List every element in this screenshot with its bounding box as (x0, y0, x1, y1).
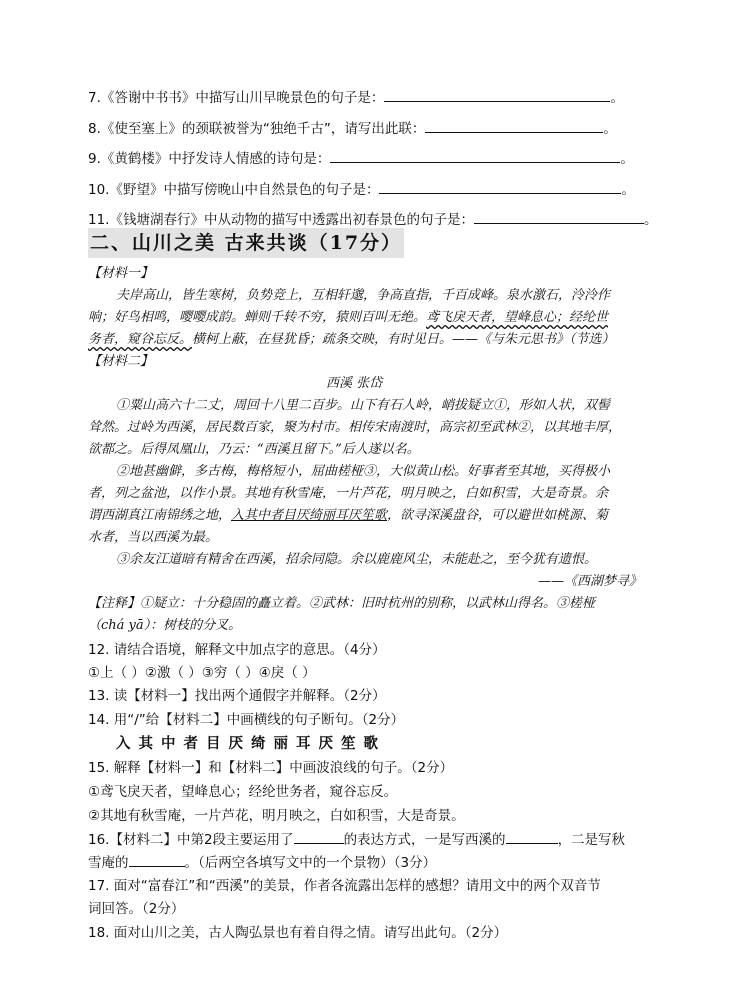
question-16-text: ，二是写秋 (557, 832, 626, 848)
question-11-text: 11.《钱塘湖春行》中从动物的描写中透露出初春景色的句子是： (88, 212, 474, 228)
material-2-text: ，欲寻深溪盘谷，可以避世如桃源、菊 (387, 508, 609, 523)
question-18: 18. 面对山川之美，古人陶弘景也有着自得之情。请写出此句。（2分） (88, 925, 508, 941)
answer-blank-10[interactable] (379, 180, 621, 194)
period: 。 (621, 182, 635, 198)
material-2-line: ②地甚幽僻，多古梅，梅格短小，屈曲槎桠③，大似黄山松。好事者至其地，买得极小 (116, 464, 611, 479)
material-1-line (88, 331, 615, 349)
wavy-underlined-sentence: 务者，窥谷忘反。 (88, 332, 193, 347)
question-7-text: 7.《答谢中书书》中描写山川早晚景色的句子是： (88, 90, 385, 106)
period: 。 (643, 212, 658, 228)
material-2-line (88, 507, 608, 525)
question-9 (88, 149, 634, 168)
answer-blank-16a[interactable] (294, 830, 344, 844)
question-14: 14. 用“/”给【材料二】中画横线的句子断句。（2分） (88, 712, 405, 728)
answer-blank-16c[interactable] (129, 853, 185, 867)
material-1-line (88, 309, 608, 327)
question-15-sentence-2: ②其地有秋雪庵，一片芦花，明月映之，白如积雪，大是奇景。 (88, 808, 465, 824)
period: 。 (620, 151, 634, 167)
question-9-text: 9.《黄鹤楼》中抒发诗人情感的诗句是： (88, 151, 331, 167)
material-2-label: 【材料二】 (88, 354, 154, 369)
question-13: 13. 读【材料一】找出两个通假字并解释。（2分） (88, 688, 386, 704)
question-16-text: 16.【材料二】中第2段主要运用了 (88, 832, 294, 848)
question-17: 17. 面对“富春江”和“西溪”的美景，作者各流露出怎样的感想？请用文中的两个双音节 (88, 878, 601, 894)
material-1-line: 夫岸高山，皆生寒树，负势竞上，互相轩邈，争高直指，千百成峰。泉水激石，泠泠作 (116, 288, 611, 303)
period: 。 (610, 90, 624, 106)
material-2-line: 耸然。过岭为西溪，居民数百家，聚为村市。相传宋南渡时，高宗初至武林②，以其地丰厚， (88, 420, 622, 435)
question-11 (88, 210, 657, 229)
passage-title: 西溪 张岱 (326, 376, 383, 391)
material-1-text: 横柯上蔽，在昼犹昏；疏条交映，有时见日。——《与朱元思书》（节选） (192, 332, 615, 347)
question-15: 15. 解释【材料一】和【材料二】中画波浪线的句子。（2分） (88, 760, 454, 776)
wavy-underlined-sentence: 鸢飞戾天者，望峰息心；经纶世 (426, 310, 609, 325)
material-1-text: 响；好鸟相鸣，嘤嘤成韵。蝉则千转不穷，猿则百叫无绝。 (88, 310, 427, 325)
question-16-cont (88, 853, 436, 872)
sentence-to-punctuate: 入其中者目厌绮丽耳厌笙歌 (116, 736, 386, 752)
question-10-text: 10.《野望》中描写傍晚山中自然景色的句子是： (88, 182, 380, 198)
question-16-text: 的表达方式，一是写西溪的 (343, 832, 506, 848)
question-7 (88, 88, 624, 107)
period: 。 (603, 121, 617, 137)
question-10 (88, 180, 635, 199)
answer-blank-9[interactable] (330, 149, 620, 163)
material-2-line: 欲都之。后得凤凰山，乃云：“西溪且留下。”后人遂以名。 (88, 442, 420, 457)
answer-blank-11[interactable] (474, 210, 644, 224)
material-2-line: 水者，当以西溪为最。 (88, 530, 219, 545)
answer-blank-8[interactable] (425, 119, 603, 133)
question-15-sentence-1: ①鸢飞戾天者，望峰息心；经纶世务者，窥谷忘反。 (88, 784, 398, 800)
question-16-text: 雪庵的 (88, 855, 129, 871)
question-16 (88, 830, 625, 849)
material-2-line: ①粟山高六十二丈，周回十八里二百步。山下有石人岭，峭拔疑立①，形如人状，双髻 (116, 398, 611, 413)
question-17-cont: 词回答。（2分） (88, 901, 185, 917)
answer-blank-16b[interactable] (506, 830, 558, 844)
question-8 (88, 119, 617, 138)
material-2-line: ③余友江道暗有精舍在西溪，招余同隐。余以鹿鹿风尘，未能赴之，至今犹有遗恨。 (116, 552, 598, 567)
material-2-text: 谓西湖真江南锦绣之地， (88, 508, 232, 523)
notes-line: （chá yā）：树枝的分叉。 (88, 618, 242, 633)
answer-blank-7[interactable] (384, 88, 610, 102)
question-16-text: 。（后两空各填写文中的一个景物）（3分） (184, 855, 437, 871)
material-1-label: 【材料一】 (88, 266, 154, 281)
question-12-subitems: ①上（ ）②激（ ）③穷（ ）④戾（ ） (88, 665, 316, 681)
notes-line: 【注释】①疑立：十分稳固的矗立着。②武林：旧时杭州的别称，以武林山得名。③槎桠 (88, 596, 596, 611)
underlined-sentence: 入其中者目厌绮丽耳厌笙歌 (231, 508, 388, 523)
question-12: 12. 请结合语境，解释文中加点字的意思。（4分） (88, 642, 386, 658)
passage-source: ——《西湖梦寻》 (538, 574, 643, 589)
section-title: 二、山川之美 古来共谈（17分） (88, 228, 404, 258)
question-8-text: 8.《使至塞上》的颈联被誉为“独绝千古”，请写出此联： (88, 121, 426, 137)
material-2-line: 者，列之盆池，以作小景。其地有秋雪庵，一片芦花，明月映之，白如积雪，大是奇景。余 (88, 486, 609, 501)
